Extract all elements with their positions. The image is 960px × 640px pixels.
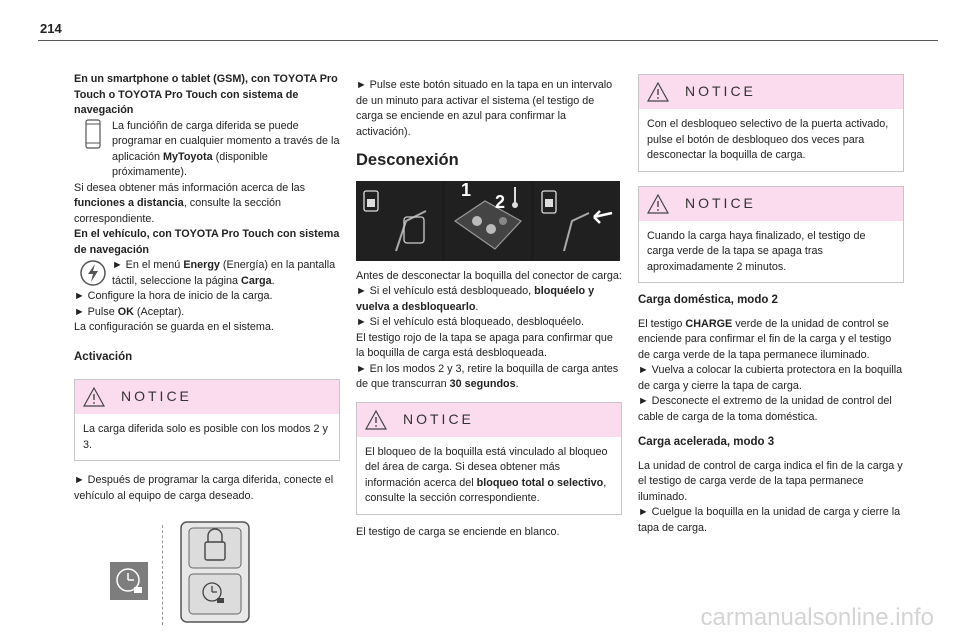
bullet-locked: ► Si el vehículo está bloqueado, desbloquéelo. (356, 316, 584, 328)
more-info-text: Si desea obtener más información acerca de las funciones a distancia, consulte la sección correspondiente. (74, 181, 306, 225)
activation-heading: Activación (74, 350, 133, 363)
warning-icon (647, 194, 669, 220)
warning-icon (647, 82, 669, 108)
warning-icon (365, 410, 387, 436)
heading-vehicle: En el vehículo, con TOYOTA Pro Touch con sistema de navegación (74, 228, 340, 256)
charge-figure (74, 520, 340, 630)
mode3-bullet: ► Cuelgue la boquilla en la unidad de carga y cierre la tapa de carga. (638, 506, 901, 534)
red-light-text: El testigo rojo de la tapa se apaga para confirmar que la boquilla de carga está desbloqueada. (356, 331, 613, 359)
figure-number-2: 2 (495, 191, 506, 212)
before-disconnect: Antes de desconectar la boquilla del conector de carga: (356, 269, 622, 282)
column-2 (356, 78, 622, 540)
bullet-unlocked: ► Si el vehículo está desbloqueado, bloquéelo y vuelva a desbloquearlo. (356, 285, 595, 313)
notice-header (639, 187, 903, 221)
notice-header (639, 75, 903, 109)
step-time: ► Configure la hora de inicio de la carga. (74, 290, 273, 302)
notice-title: NOTICE (685, 83, 756, 100)
notice-title: NOTICE (121, 388, 192, 405)
notice-body: La carga diferida solo es posible con los modos 2 y 3. (83, 423, 328, 451)
notice-header (357, 403, 621, 437)
figure-panel-key (445, 181, 531, 261)
step-energy-text: ► En el menú Energy (Energía) en la pantalla táctil, seleccione la página Carga. (112, 259, 336, 287)
intro-text: ► Pulse este botón situado en la tapa en un intervalo de un minuto para activar el sistema (el testigo de carga se enciende en azul para confirmar la activación). (356, 79, 613, 138)
mode2-text: El testigo CHARGE verde de la unidad de control se enciende para confirmar el fin de la carga y el testigo de carga verde de la tapa permanece iluminado. (638, 317, 892, 361)
charge-flap-figure (179, 520, 251, 630)
column-3 (638, 74, 904, 536)
saved-text: La configuración se guarda en el sistema. (74, 321, 274, 333)
step-ok: ► Pulse OK (Aceptar). (74, 305, 185, 318)
step-energy (74, 258, 340, 289)
mode2-heading: Carga doméstica, modo 2 (638, 294, 778, 306)
notice-box (638, 186, 904, 284)
notice-title: NOTICE (403, 410, 474, 427)
smartphone-paragraph (74, 119, 340, 181)
closing-text: El testigo de carga se enciende en blanco. (356, 525, 560, 538)
mode2-bullet-2: ► Desconecte el extremo de la unidad de control del cable de carga de la toma doméstica. (638, 395, 892, 423)
mode3-heading: Carga acelerada, modo 3 (638, 436, 775, 448)
bullet-modes: ► En los modos 2 y 3, retire la boquilla de carga antes de que transcurran 30 segundos. (356, 362, 619, 390)
notice-box (356, 402, 622, 515)
disconnect-figure (356, 181, 620, 261)
figure-number-1: 1 (461, 179, 472, 200)
warning-icon (83, 387, 105, 413)
smartphone-text: La funcióñn de carga diferida se puede programar en cualquier momento a través de la aplicación MyToyota (disponible próximamente). (112, 119, 340, 178)
smartphone-icon (74, 119, 112, 181)
mode3-text: La unidad de control de carga indica el fin de la carga y el testigo de carga verde de la tapa permanece iluminado. (638, 459, 903, 503)
notice-body: Cuando la carga haya finalizado, el testigo de carga verde de la tapa se apaga tras aproximadamente 2 minutos. (647, 229, 866, 273)
charging-icon (74, 258, 112, 289)
mode2-bullet-1: ► Vuelva a colocar la cubierta protectora en la boquilla de carga y cierre la tapa de carga. (638, 364, 903, 392)
section-title: Desconexión (356, 151, 459, 169)
figure-panel-lock (356, 181, 442, 261)
notice-header (75, 380, 339, 414)
heading-smartphone: En un smartphone o tablet (GSM), con TOYOTA Pro Touch o TOYOTA Pro Touch con sistema de navegación (74, 73, 338, 116)
notice-box (74, 379, 340, 461)
clock-charge-icon (110, 562, 148, 600)
page-number: 214 (40, 21, 62, 36)
figure-panel-unlock (534, 181, 620, 261)
notice-box (638, 74, 904, 172)
notice-body: El bloqueo de la boquilla está vinculado al bloqueo del área de carga. Si desea obtener más información acerca del bloqueo total o selectivo, consulte la sección correspondiente. (365, 445, 608, 504)
watermark: carmanualsonline.info (700, 604, 934, 631)
figure-divider (162, 525, 163, 625)
notice-body: Con el desbloqueo selectivo de la puerta activado, pulse el botón de desbloqueo dos veces para desconectar la boquilla de carga. (647, 118, 889, 161)
notice-title: NOTICE (685, 194, 756, 211)
column-1 (74, 72, 340, 630)
header-rule (38, 40, 938, 41)
after-text: ► Después de programar la carga diferida, conecte el vehículo al equipo de carga deseado. (74, 474, 334, 502)
